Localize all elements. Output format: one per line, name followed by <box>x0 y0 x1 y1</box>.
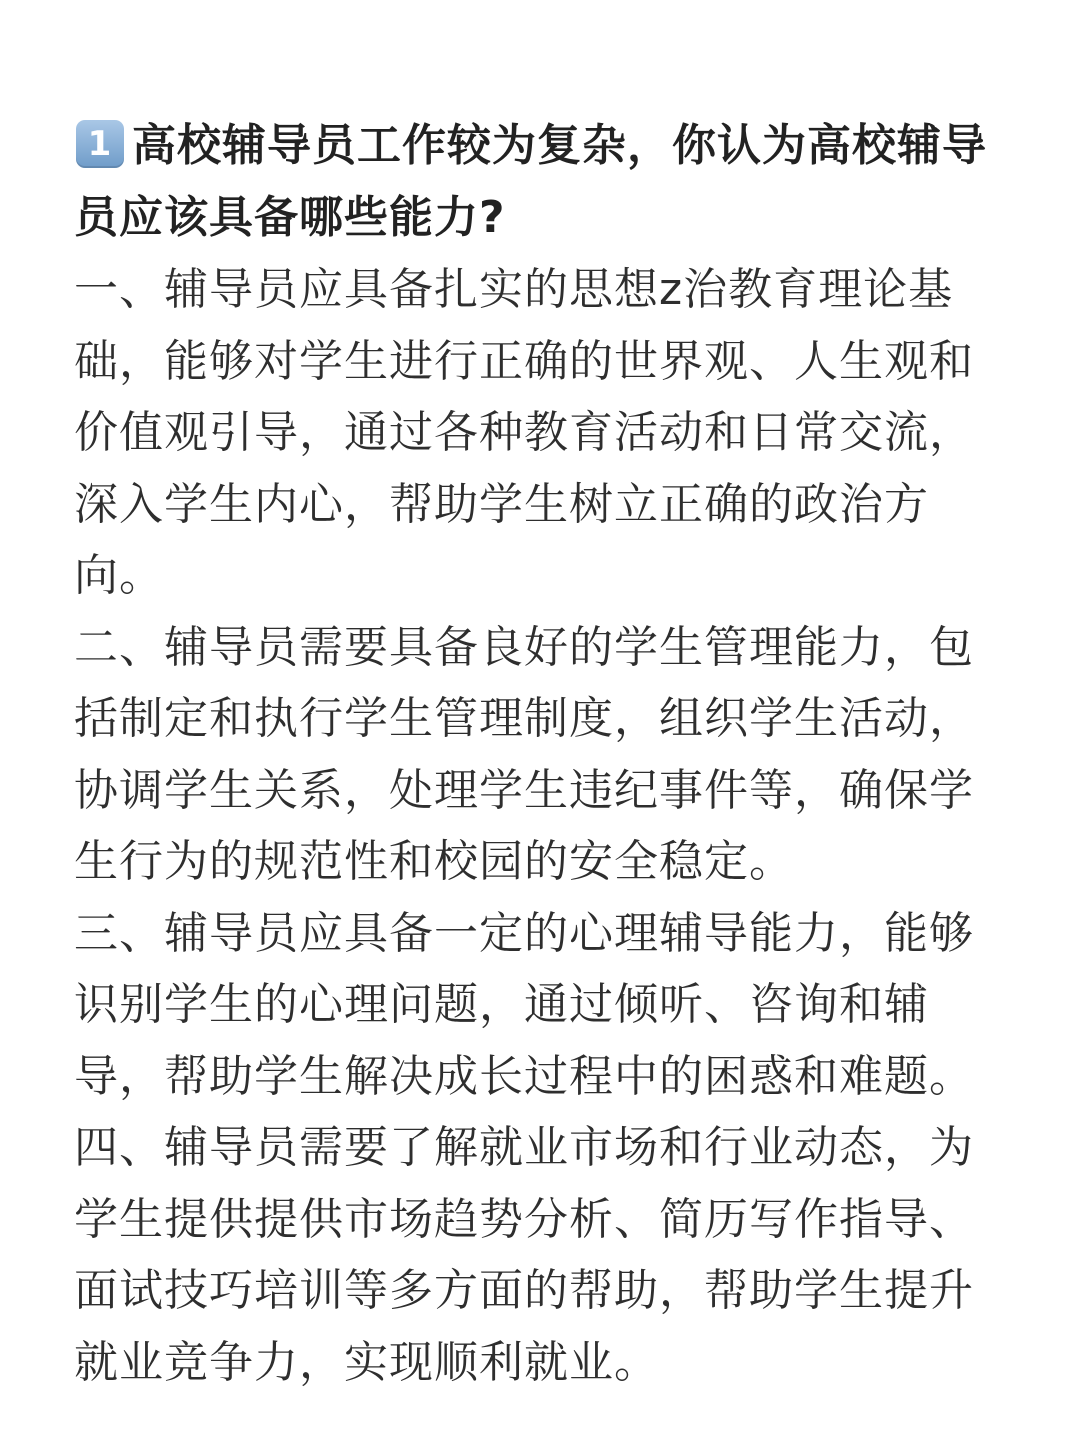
answer-paragraph-1: 一、辅导员应具备扎实的思想z治教育理论基础，能够对学生进行正确的世界观、人生观和价值观引导，通过各种教育活动和日常交流，深入学生内心，帮助学生树立正确的政治方向。 <box>74 264 974 601</box>
answer-paragraph-4: 四、辅导员需要了解就业市场和行业动态，为学生提供提供市场趋势分析、简历写作指导、面试技巧培训等多方面的帮助，帮助学生提升就业竞争力，实现顺利就业。 <box>74 1122 974 1388</box>
keycap-number-one-icon: 1 <box>76 120 124 168</box>
question-heading <box>74 110 1004 254</box>
answer-paragraph-2: 二、辅导员需要具备良好的学生管理能力，包括制定和执行学生管理制度，组织学生活动，协调学生关系，处理学生违纪事件等，确保学生行为的规范性和校园的安全稳定。 <box>74 621 974 887</box>
answer-paragraph-3: 三、辅导员应具备一定的心理辅导能力，能够识别学生的心理问题，通过倾听、咨询和辅导，帮助学生解决成长过程中的困惑和难题。 <box>74 907 974 1102</box>
question-text: 高校辅导员工作较为复杂，你认为高校辅导员应该具备哪些能力? <box>74 120 987 243</box>
